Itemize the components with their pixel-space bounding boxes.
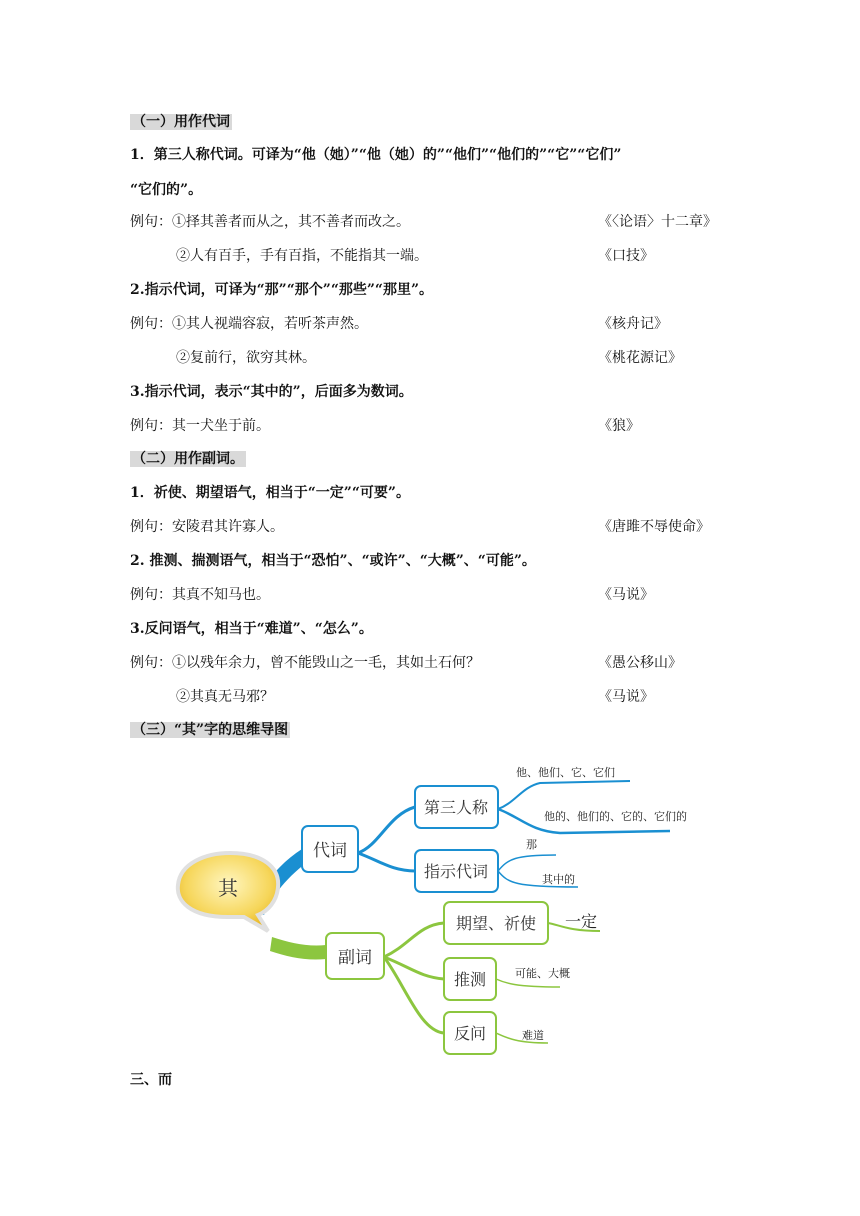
guess-label: 推测	[453, 970, 487, 989]
branch-center-adverb	[270, 937, 326, 960]
adverb-node	[326, 933, 384, 979]
example-text: ②人有百手，手有百指，不能指其一端。	[176, 248, 428, 264]
branch-pronoun-demo	[358, 853, 415, 871]
pronoun-node	[302, 826, 358, 872]
leaf-demo-2: 其中的	[542, 873, 575, 886]
hope-label: 期望、祈使	[455, 914, 537, 933]
branch-third-leaf1	[498, 781, 630, 809]
example-source: 《桃花源记》	[598, 350, 682, 366]
pronoun-item-1-line-2: “它们的”。	[130, 182, 203, 198]
hope-node	[444, 902, 548, 944]
branch-adverb-hope	[384, 923, 444, 957]
rhetorical-label: 反问	[453, 1024, 487, 1043]
example-text: 例句：①以残年余力，曾不能毁山之一毛，其如土石何？	[130, 655, 480, 671]
adverb-item-2: 2. 推测、揣测语气，相当于“恐怕”、“或许”、“大概”、“可能”。	[130, 553, 536, 569]
leaf-third-2: 他的、他们的、它的、它们的	[544, 810, 687, 823]
section-heading-adverb: （二）用作副词。	[132, 451, 244, 467]
example-text: 例句：①择其善者而从之，其不善者而改之。	[130, 214, 410, 230]
guess-node	[444, 958, 496, 1000]
example-source: 《马说》	[598, 587, 654, 603]
branch-pronoun-third	[358, 807, 415, 853]
mindmap	[0, 745, 860, 1075]
pronoun-item-1-line-1: 1．第三人称代词。可译为“他（她）”“他（她）的”“他们”“他们的”“它”“它们”	[130, 147, 622, 163]
example-text: 例句：①其人视端容寂，若听茶声然。	[130, 316, 368, 332]
section-heading-pronoun: （一）用作代词	[132, 114, 230, 130]
pronoun-label: 代词	[313, 841, 347, 861]
example-source: 《核舟记》	[598, 316, 668, 332]
rhetorical-node	[444, 1012, 496, 1054]
branch-guess-leaf	[496, 979, 560, 987]
leaf-rhetorical: 难道	[522, 1029, 544, 1042]
pronoun-item-2: 2.指示代词，可译为“那”“那个”“那些”“那里”。	[130, 282, 434, 298]
branch-demo-leaf1	[498, 855, 556, 871]
adverb-item-1: 1．祈使、期望语气，相当于“一定”“可要”。	[130, 485, 410, 501]
third-person-label: 第三人称	[423, 798, 489, 817]
example-text: ②复前行，欲穷其林。	[176, 350, 316, 366]
third-person-node	[415, 786, 498, 828]
pronoun-item-3: 3.指示代词，表示“其中的”，后面多为数词。	[130, 384, 413, 400]
branch-adverb-rhetorical	[384, 957, 444, 1033]
demonstrative-label: 指示代词	[423, 862, 489, 881]
leaf-demo-1: 那	[526, 838, 537, 851]
example-source: 《愚公移山》	[598, 655, 682, 671]
adverb-label: 副词	[338, 948, 372, 968]
example-source: 《马说》	[598, 689, 654, 705]
section-heading-mindmap: （三）“其”字的思维导图	[132, 722, 289, 738]
leaf-guess: 可能、大概	[515, 967, 570, 980]
leaf-hope: 一定	[565, 912, 598, 931]
example-source: 《口技》	[598, 248, 654, 264]
example-text: 例句：安陵君其许寡人。	[130, 519, 284, 535]
center-label: 其	[218, 876, 238, 900]
next-section-heading: 三、而	[130, 1072, 172, 1088]
demonstrative-node	[415, 850, 498, 892]
example-text: ②其真无马邪？	[176, 689, 274, 705]
example-source: 《〈论语〉十二章》	[598, 214, 717, 230]
example-text: 例句：其一犬坐于前。	[130, 418, 270, 434]
leaf-third-1: 他、他们、它、它们	[516, 766, 615, 779]
center-node	[178, 853, 278, 931]
example-text: 例句：其真不知马也。	[130, 587, 270, 603]
adverb-item-3: 3.反问语气，相当于“难道”、“怎么”。	[130, 621, 373, 637]
example-source: 《狼》	[598, 418, 640, 434]
example-source: 《唐雎不辱使命》	[598, 519, 710, 535]
